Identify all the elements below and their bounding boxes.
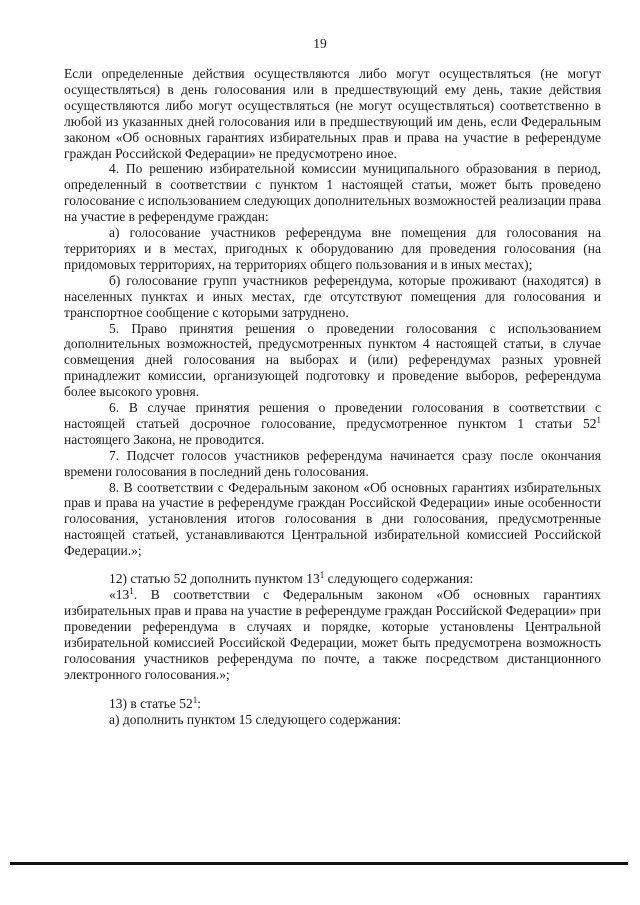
- paragraph: б) голосование групп участников референдума, которые проживают (находятся) в населенных пунктах и иных местах, где отсутствуют помещения для голосования и транспортное сообщение с которыми затруднено.: [64, 272, 601, 320]
- text-run: :: [197, 696, 202, 712]
- paragraph: [64, 587, 601, 682]
- paragraph: Если определенные действия осуществляются либо могут осуществляться (не могут осуществляться) в день голосования или в предшествующий ему день, такие действия осуществляются либо могут осуществляться (не могут осуществляться) соответственно в любой из указанных дней голосования или в предшествующий им день, если Федеральным законом «Об основных гарантиях избирательных прав и права на участие в референдуме граждан Российской Федерации» не предусмотрено иное.: [64, 66, 601, 161]
- bottom-rule: [10, 862, 628, 865]
- text-run: 12) статью 52 дополнить пунктом 13: [109, 571, 320, 587]
- superscript: 1: [192, 695, 198, 706]
- text-run: следующего содержания:: [324, 571, 474, 587]
- text-run: . В соответствии с Федеральным законом «Об основных гарантиях избирательных прав и права на участие в референдуме граждан Российской Федерации» при проведении референдума в случаях и порядке, которые установлены Центральной избирательной комиссией Российской Федерации, может быть предусмотрена возможность голосования участников референдума по почте, а также посредством дистанционного электронного голосования.»;: [64, 587, 601, 682]
- paragraph: а) дополнить пунктом 15 следующего содержания:: [109, 712, 402, 728]
- document-body: [64, 66, 601, 728]
- paragraph: 4. По решению избирательной комиссии муниципального образования в период, определенный в соответствии с пунктом 1 настоящей статьи, может быть проведено голосование с использованием следующих дополнительных возможностей реализации права на участие в референдуме граждан:: [64, 161, 601, 225]
- superscript: 1: [596, 414, 601, 425]
- paragraph: 7. Подсчет голосов участников референдума начинается сразу после окончания времени голосования в последний день голосования.: [64, 447, 601, 479]
- paragraph: [64, 400, 601, 448]
- paragraph: 5. Право принятия решения о проведении голосования с использованием дополнительных возможностей, предусмотренных пунктом 4 настоящей статьи, в случае совмещения дней голосования на выборах и (или) референдумах разных уровней принадлежит комиссии, организующей подготовку и проведение выборов, референдума более высокого уровня.: [64, 320, 601, 400]
- superscript: 1: [319, 570, 325, 581]
- page-number: 19: [313, 36, 327, 51]
- paragraph: [64, 571, 601, 587]
- text-run: 13) в статье 52: [109, 696, 193, 712]
- superscript: 1: [129, 586, 134, 596]
- text-run: настоящего Закона, не проводится.: [64, 431, 265, 447]
- paragraph: 8. В соответствии с Федеральным законом «Об основных гарантиях избирательных прав и права на участие в референдуме граждан Российской Федерации» иные особенности голосования, установления итогов голосования в дни голосования, предусмотренные настоящей статьей, устанавливаются Центральной избирательной комиссией Российской Федерации.»;: [64, 479, 601, 559]
- text-run: 6. В случае принятия решения о проведении голосования в соответствии с настоящей статьей досрочное голосование, предусмотренное пунктом 1 статьи 52: [64, 400, 601, 431]
- text-run: «13: [109, 587, 130, 602]
- paragraph: а) голосование участников референдума вне помещения для голосования на территориях и в местах, пригодных к оборудованию для проведения голосования (на придомовых территориях, на территориях общего пользования и в иных местах);: [64, 225, 601, 272]
- paragraph: [64, 696, 601, 712]
